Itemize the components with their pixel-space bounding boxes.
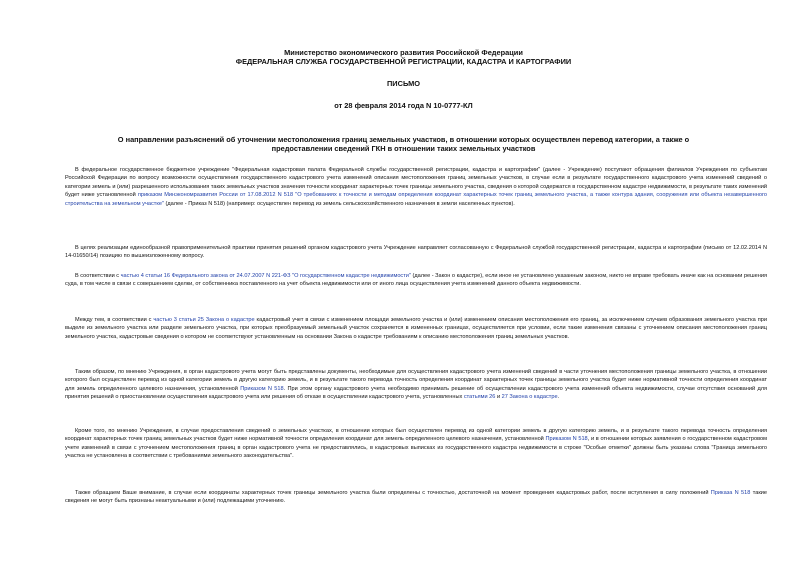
paragraph-7-text-a: Также обращаем Ваше внимание, в случае если координаты характерных точек границы земельного участка были определены с точностью, достаточной на момент проведения кадастровых работ, после вступления в силу положений xyxy=(75,490,711,496)
paragraph-5-text-c: и xyxy=(495,394,502,401)
paragraph-6-text-b: , и в отношении которых заявления о государственном кадастровом учете изменений в связи с уточнением местоположения границ в орган кадастрового учета не предоставлялись, в кадастровых выписках из государственного кадастра недвижимости в строке "Особые отметки" должны быть указаны слова "Граница земельного участка не установлена в соответствии с требованиями земельного законодательства". xyxy=(65,436,767,460)
order-518-link-3[interactable]: Приказом N 518 xyxy=(545,436,588,443)
paragraph-2 xyxy=(65,244,767,261)
paragraph-5-text-b: . При этом органу кадастрового учета необходимо принимать решение об осуществлении кадастрового учета изменений объекта недвижимости, случае отсутствия оснований для принятия решений о приостановлении осуществления кадастрового учета или решения об отказе в осуществлении кадастрового учета, установленных xyxy=(65,385,767,401)
article-27-link[interactable]: 27 Закона о кадастре xyxy=(501,394,558,401)
paragraph-3 xyxy=(65,272,767,289)
article-26-link[interactable]: статьями 26 xyxy=(463,394,496,401)
paragraph-5-text-a: Таким образом, по мнению Учреждения, в орган кадастрового учета могут быть представлены документы, необходимые для осуществления кадастрового учета изменений сведений в части уточнения местоположения границы земельного участка, в отношении которого был осуществлен перевод из одной категории земель в другую категорию земель, и в результате такого перевода точность определения координат характерных точек границы земельного участка будет ниже нормативной точности определения координат для земель определенного целевого назначения, установленной xyxy=(65,369,767,392)
paragraph-6 xyxy=(65,427,767,461)
article-25-link[interactable]: частью 3 статьи 25 Закона о кадастре xyxy=(153,317,255,323)
paragraph-2-text: В целях реализации единообразной правоприменительной практики принятия решений органом кадастрового учета Учреждение направляет согласованную с Федеральной службой государственной регистрации, кадастра и картографии (письмо от 12.02.2014 N 14-01650/14) позицию по вышеизложенному вопросу. xyxy=(65,245,767,260)
ministry-name: Министерство экономического развития Российской Федерации xyxy=(284,48,523,57)
law-221-link[interactable]: частью 4 статьи 16 Федерального закона от 24.07.2007 N 221-ФЗ "О государственном кадастре недвижимости" xyxy=(120,273,411,279)
paragraph-1 xyxy=(65,166,767,208)
paragraph-5-text-d: . xyxy=(557,394,560,401)
paragraph-7-text-b: такие сведения не могут быть признаны неактуальными и (или) подлежащими уточнению. xyxy=(65,490,768,505)
paragraph-4-text-a: Между тем, в соответствии с xyxy=(75,317,154,323)
paragraph-5 xyxy=(65,368,767,402)
paragraph-4 xyxy=(65,316,767,341)
paragraph-7 xyxy=(65,489,767,506)
document-title-line-2: предоставлении сведений ГКН в отношении таких земельных участков xyxy=(271,144,536,153)
service-name: ФЕДЕРАЛЬНАЯ СЛУЖБА ГОСУДАРСТВЕННОЙ РЕГИСТРАЦИИ, КАДАСТРА И КАРТОГРАФИИ xyxy=(235,57,572,66)
paragraph-4-text-b: кадастровый учет в связи с изменением площади земельного участка и (или) изменением описания местоположения его границ, за исключением случаев образования земельного участка при выделе из земельного участка или разделе земельного участка, при которых преобразуемый земельный участок сохраняется в измененных границах, осуществляется при условии, если такие изменения связаны с уточнением описания местоположения границ земельного участка, кадастровые сведения о котором не соответствуют установленным на основании Закона о кадастре требованиям к описанию местоположения границ земельных участков. xyxy=(65,317,767,340)
date-number: от 28 февраля 2014 года N 10-0777-КЛ xyxy=(334,101,473,110)
order-518-link-4[interactable]: Приказа N 518 xyxy=(710,490,751,496)
paragraph-3-text-a: В соответствии с xyxy=(75,273,121,279)
order-518-link-2[interactable]: Приказом N 518 xyxy=(240,385,284,392)
paragraph-1-text-a: В федеральное государственное бюджетное учреждение "Федеральная кадастровая палата Федеральной службы государственной регистрации, кадастра и картографии" (далее - Учреждение) поступают обращения филиалов Учреждения по субъектам Российской Федерации по вопросу возможности осуществления государственного кадастрового учета изменений описания местоположения границ земельных участков, в случае если в результате государственного кадастрового учета изменений сведений о категории земель и (или) разрешенного использования таких земельных участков значения точности координат характерных точек границы земельного участка, сведения о которой содержатся в государственном кадастре недвижимости, в результате таких изменений будет ниже установленной xyxy=(65,167,767,199)
paragraph-1-text-b: (далее - Приказ N 518) (например: осуществлен перевод из земель сельскохозяйственного назначения в земли населенных пунктов). xyxy=(163,200,515,207)
paragraph-3-text-b: (далее - Закон о кадастре), если иное не установлено указанным законом, никто не вправе требовать иначе как на основании решения суда, в том числе в связи с совершением сделки, от собственника поставленного на учет объекта недвижимости или от иного лица осуществления учета изменений данного объекта недвижимости. xyxy=(65,273,768,288)
document-type: ПИСЬМО xyxy=(387,79,420,88)
order-518-link[interactable]: приказом Минэкономразвития России от 17.08.2012 N 518 "О требованиях к точности и методам определения координат характерных точек границ земельного участка, а также контура здания, сооружения или объекта незавершенного строительства на земельном участке" xyxy=(65,192,767,207)
paragraph-6-text-a: Кроме того, по мнению Учреждения, в случае предоставления сведений о земельных участках, в отношении которых был осуществлен перевод из одной категории земель в другую категорию земель, и в результате такого перевода точность определения координат характерных точек границ земельных участков будет ниже нормативной точности определения координат для земель определенного целевого назначения, установленной xyxy=(65,428,767,443)
document-title-line-1: О направлении разъяснений об уточнении местоположения границ земельных участков, в отношении которых осуществлен перевод категории, а также о xyxy=(117,135,690,144)
